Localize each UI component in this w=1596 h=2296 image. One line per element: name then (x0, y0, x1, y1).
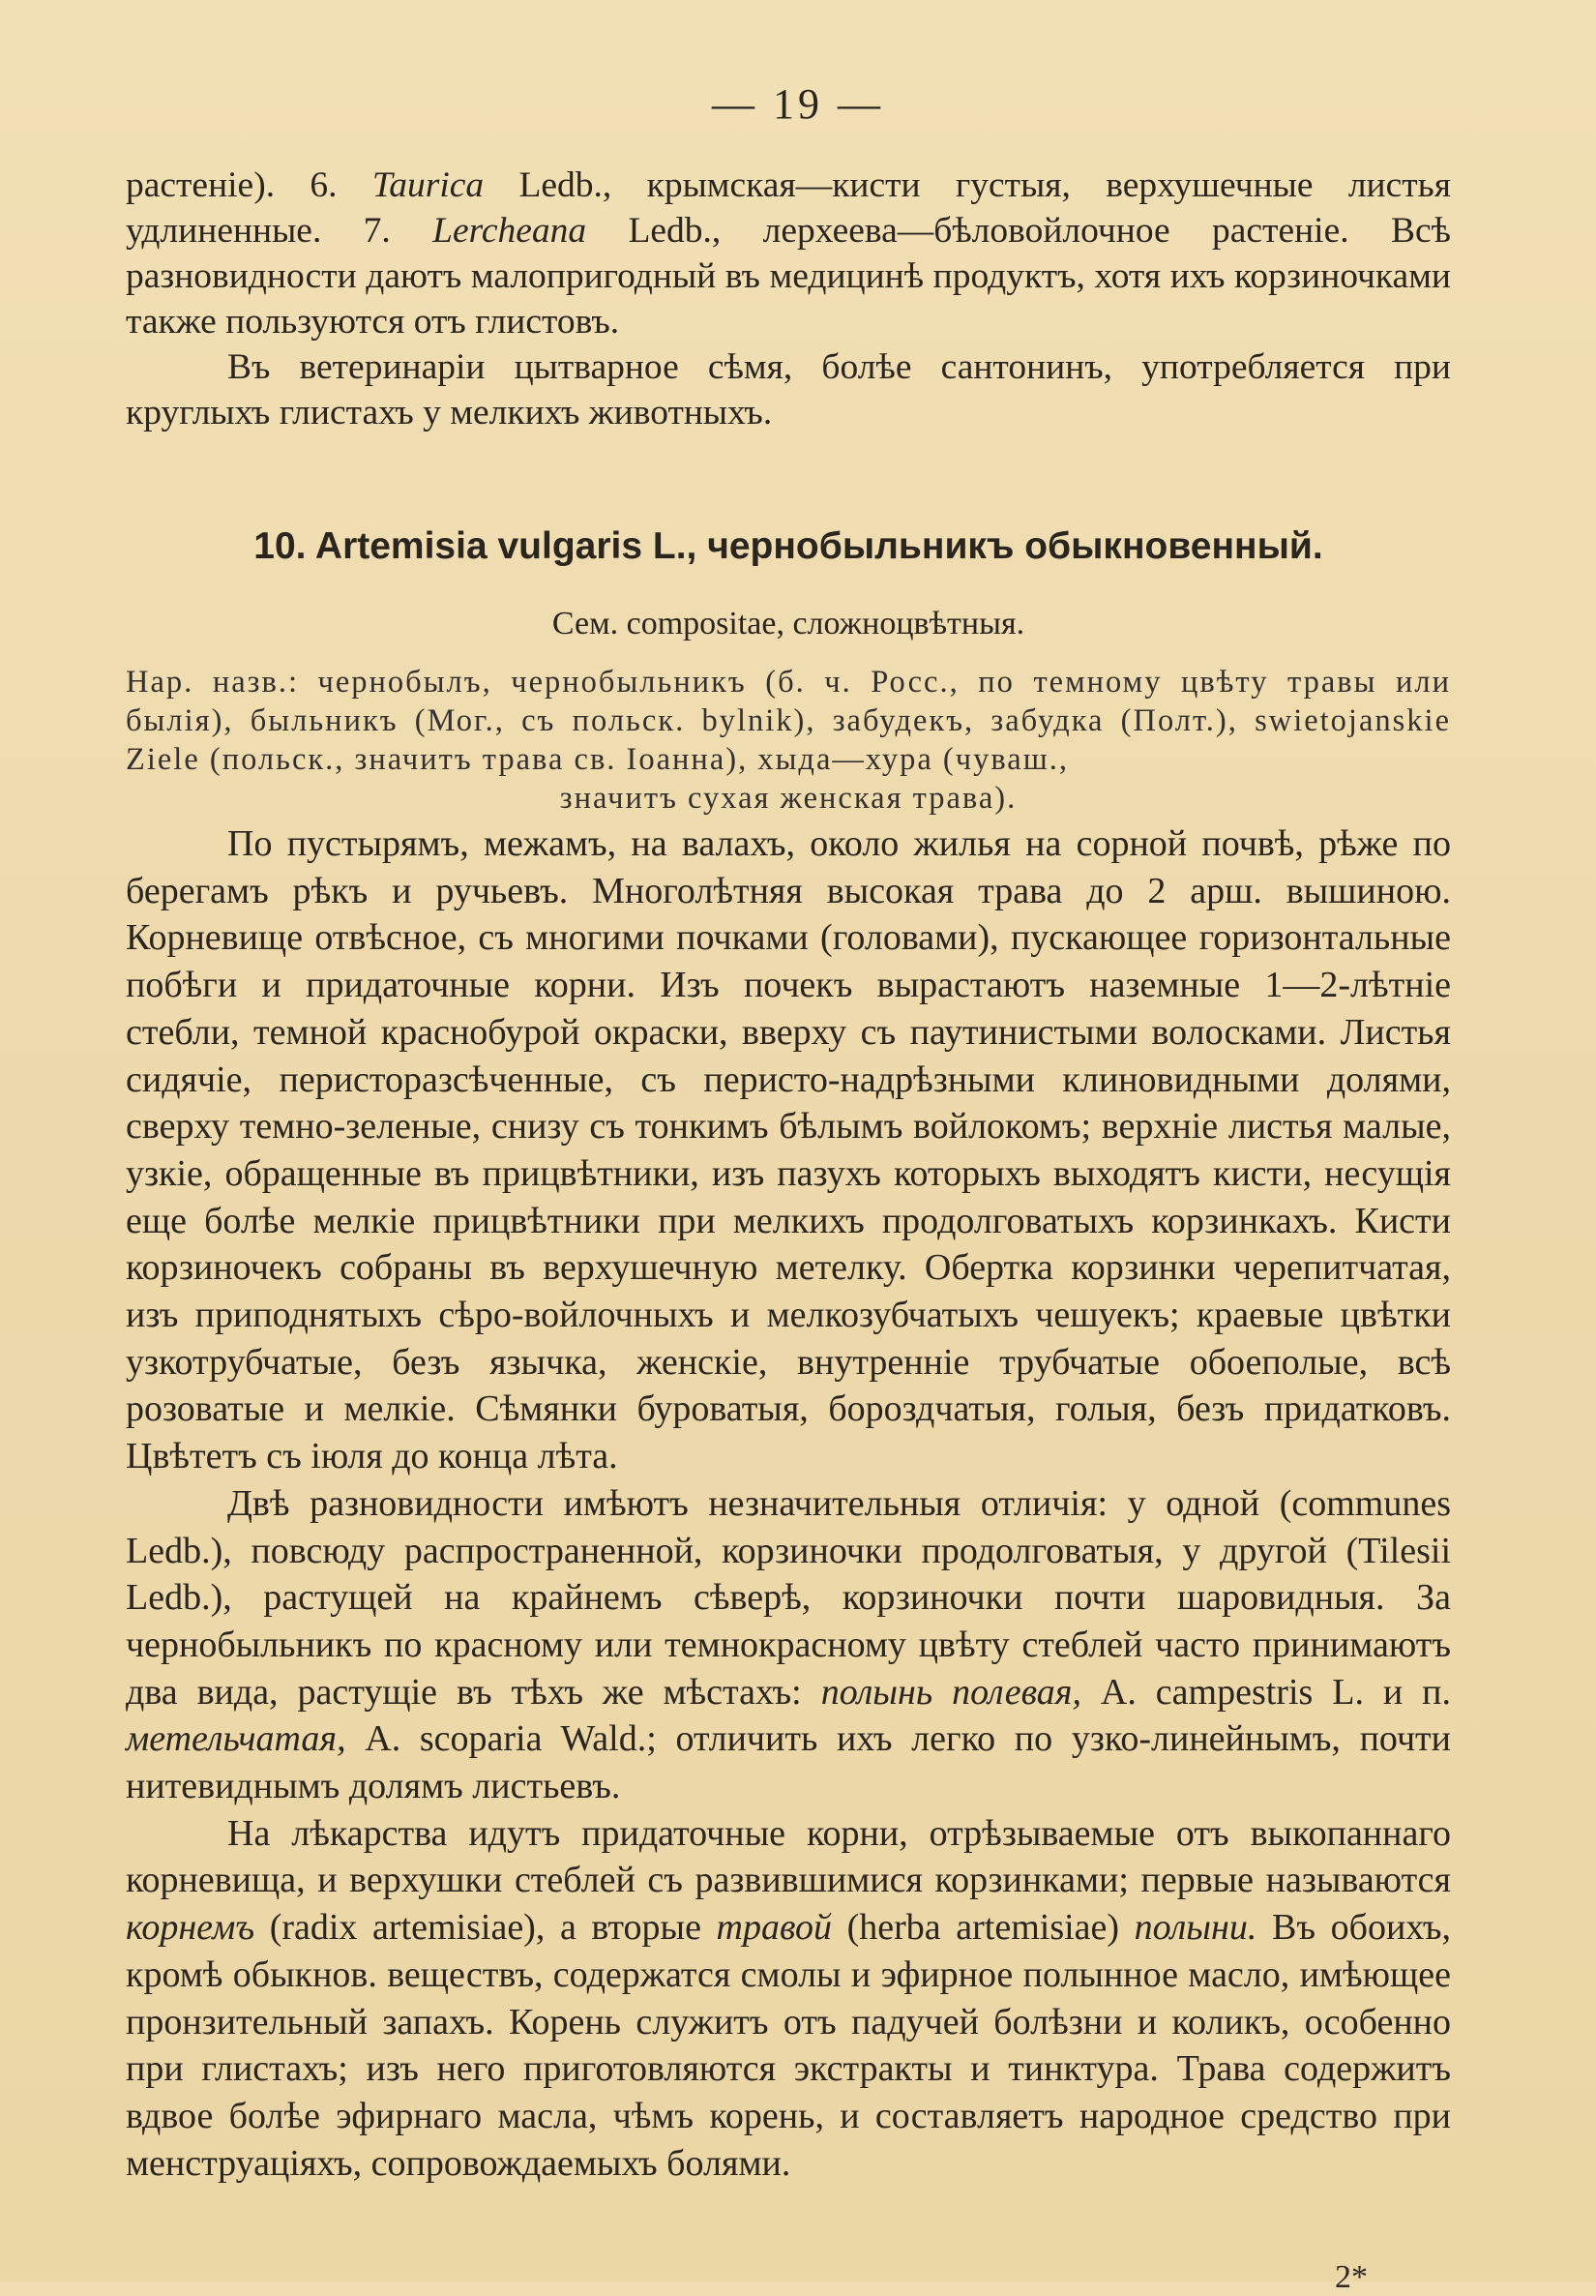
paragraph-veterinary: Въ ветеринаріи цытварное сѣмя, болѣе сантонинъ, употребляется при круглыхъ глистахъ у мелкихъ животныхъ. (126, 347, 1451, 432)
paragraph-varieties-end: растеніе). 6. Taurica Ledb., крымская—кисти густыя, верхушечные листья удлиненные. 7. Lercheana Ledb., лерхеева—бѣловойлочное растеніе. Всѣ разновидности даютъ малопригодный въ медицинѣ продуктъ, хотя ихъ корзиночками также пользуются отъ глистовъ. (126, 165, 1451, 342)
text-block-main (126, 820, 1451, 2187)
vernacular-names: Нар. назв.: чернобылъ, чернобыльникъ (б. ч. Росс., по темному цвѣту травы или былія), быльникъ (Мог., съ польск. bylnik), забудекъ, забудка (Полт.), swietojanskie Ziele (польск., значитъ трава св. Іоанна), хыда—хура (чуваш., значитъ сухая женская трава). (126, 665, 1451, 816)
paragraph-medicinal-use: На лѣкарства идутъ придаточные корни, отрѣзываемые отъ выкопаннаго корневища, и верхушки стеблей съ развившимися корзинками; первые называются корнемъ (radix artemisiae), а вторые травой (herba artemisiae) полыни. Въ обоихъ, кромѣ обыкнов. веществъ, содержатся смолы и эфирное полынное масло, имѣющее пронзительный запахъ. Корень служитъ отъ падучей болѣзни и коликъ, особенно при глистахъ; изъ него приготовляются экстракты и тинктура. Трава содержитъ вдвое болѣе эфирнаго масла, чѣмъ корень, и составляетъ народное средство при менструаціяхъ, сопровождаемыхъ болями. (126, 1812, 1451, 2184)
page-number: — 19 — (712, 80, 884, 128)
text-block-top (126, 163, 1451, 435)
signature-mark: 2* (1335, 2259, 1368, 2295)
paragraph-varieties: Двѣ разновидности имѣютъ незначительныя отличія: у одной (communes Ledb.), повсюду распространенной, корзиночки продолговатыя, у другой (Tilesii Ledb.), растущей на крайнемъ сѣверѣ, корзиночки почти шаровидныя. За чернобыльникъ по красному или темнокрасному цвѣту стеблей часто принимаютъ два вида, растущіе въ тѣхъ же мѣстахъ: полынь полевая, A. campestris L. и п. метельчатая, A. scoparia Wald.; отличить ихъ легко по узко-линейнымъ, почти нитевиднымъ долямъ листьевъ. (126, 1482, 1452, 1807)
paragraph-description: По пустырямъ, межамъ, на валахъ, около жилья на сорной почвѣ, рѣже по берегамъ рѣкъ и ручьевъ. Многолѣтняя высокая трава до 2 арш. вышиною. Корневище отвѣсное, съ многими почками (головами), пускающее горизонтальные побѣги и придаточные корни. Изъ почекъ вырастаютъ наземные 1—2-лѣтніе стебли, темной краснобурой окраски, вверху съ паутинистыми волосками. Листья сидячіе, перисторазсѣченные, съ перисто-надрѣзными клиновидными долями, сверху темно-зеленые, снизу съ тонкимъ бѣлымъ войлокомъ; верхніе листья малые, узкіе, обращенные въ прицвѣтники, изъ пазухъ которыхъ выходятъ кисти, несущія еще болѣе мелкіе прицвѣтники при мелкихъ продолговатыхъ корзинкахъ. Кисти корзиночекъ собраны въ верхушечную метелку. Обертка корзинки черепитчатая, изъ приподнятыхъ сѣро-войлочныхъ и мелкозубчатыхъ чешуекъ; краевые цвѣтки узкотрубчатые, безъ язычка, женскіе, внутренніе трубчатые обоеполые, всѣ розоватые и мелкіе. Сѣмянки буроватыя, бороздчатыя, голыя, безъ придатковъ. Цвѣтетъ съ іюля до конца лѣта. (126, 823, 1451, 1477)
section-heading: 10. Artemisia vulgaris L., чернобыльникъ обыкновенный. (253, 525, 1323, 567)
family-line: Сем. compositae, сложноцвѣтныя. (551, 606, 1025, 641)
